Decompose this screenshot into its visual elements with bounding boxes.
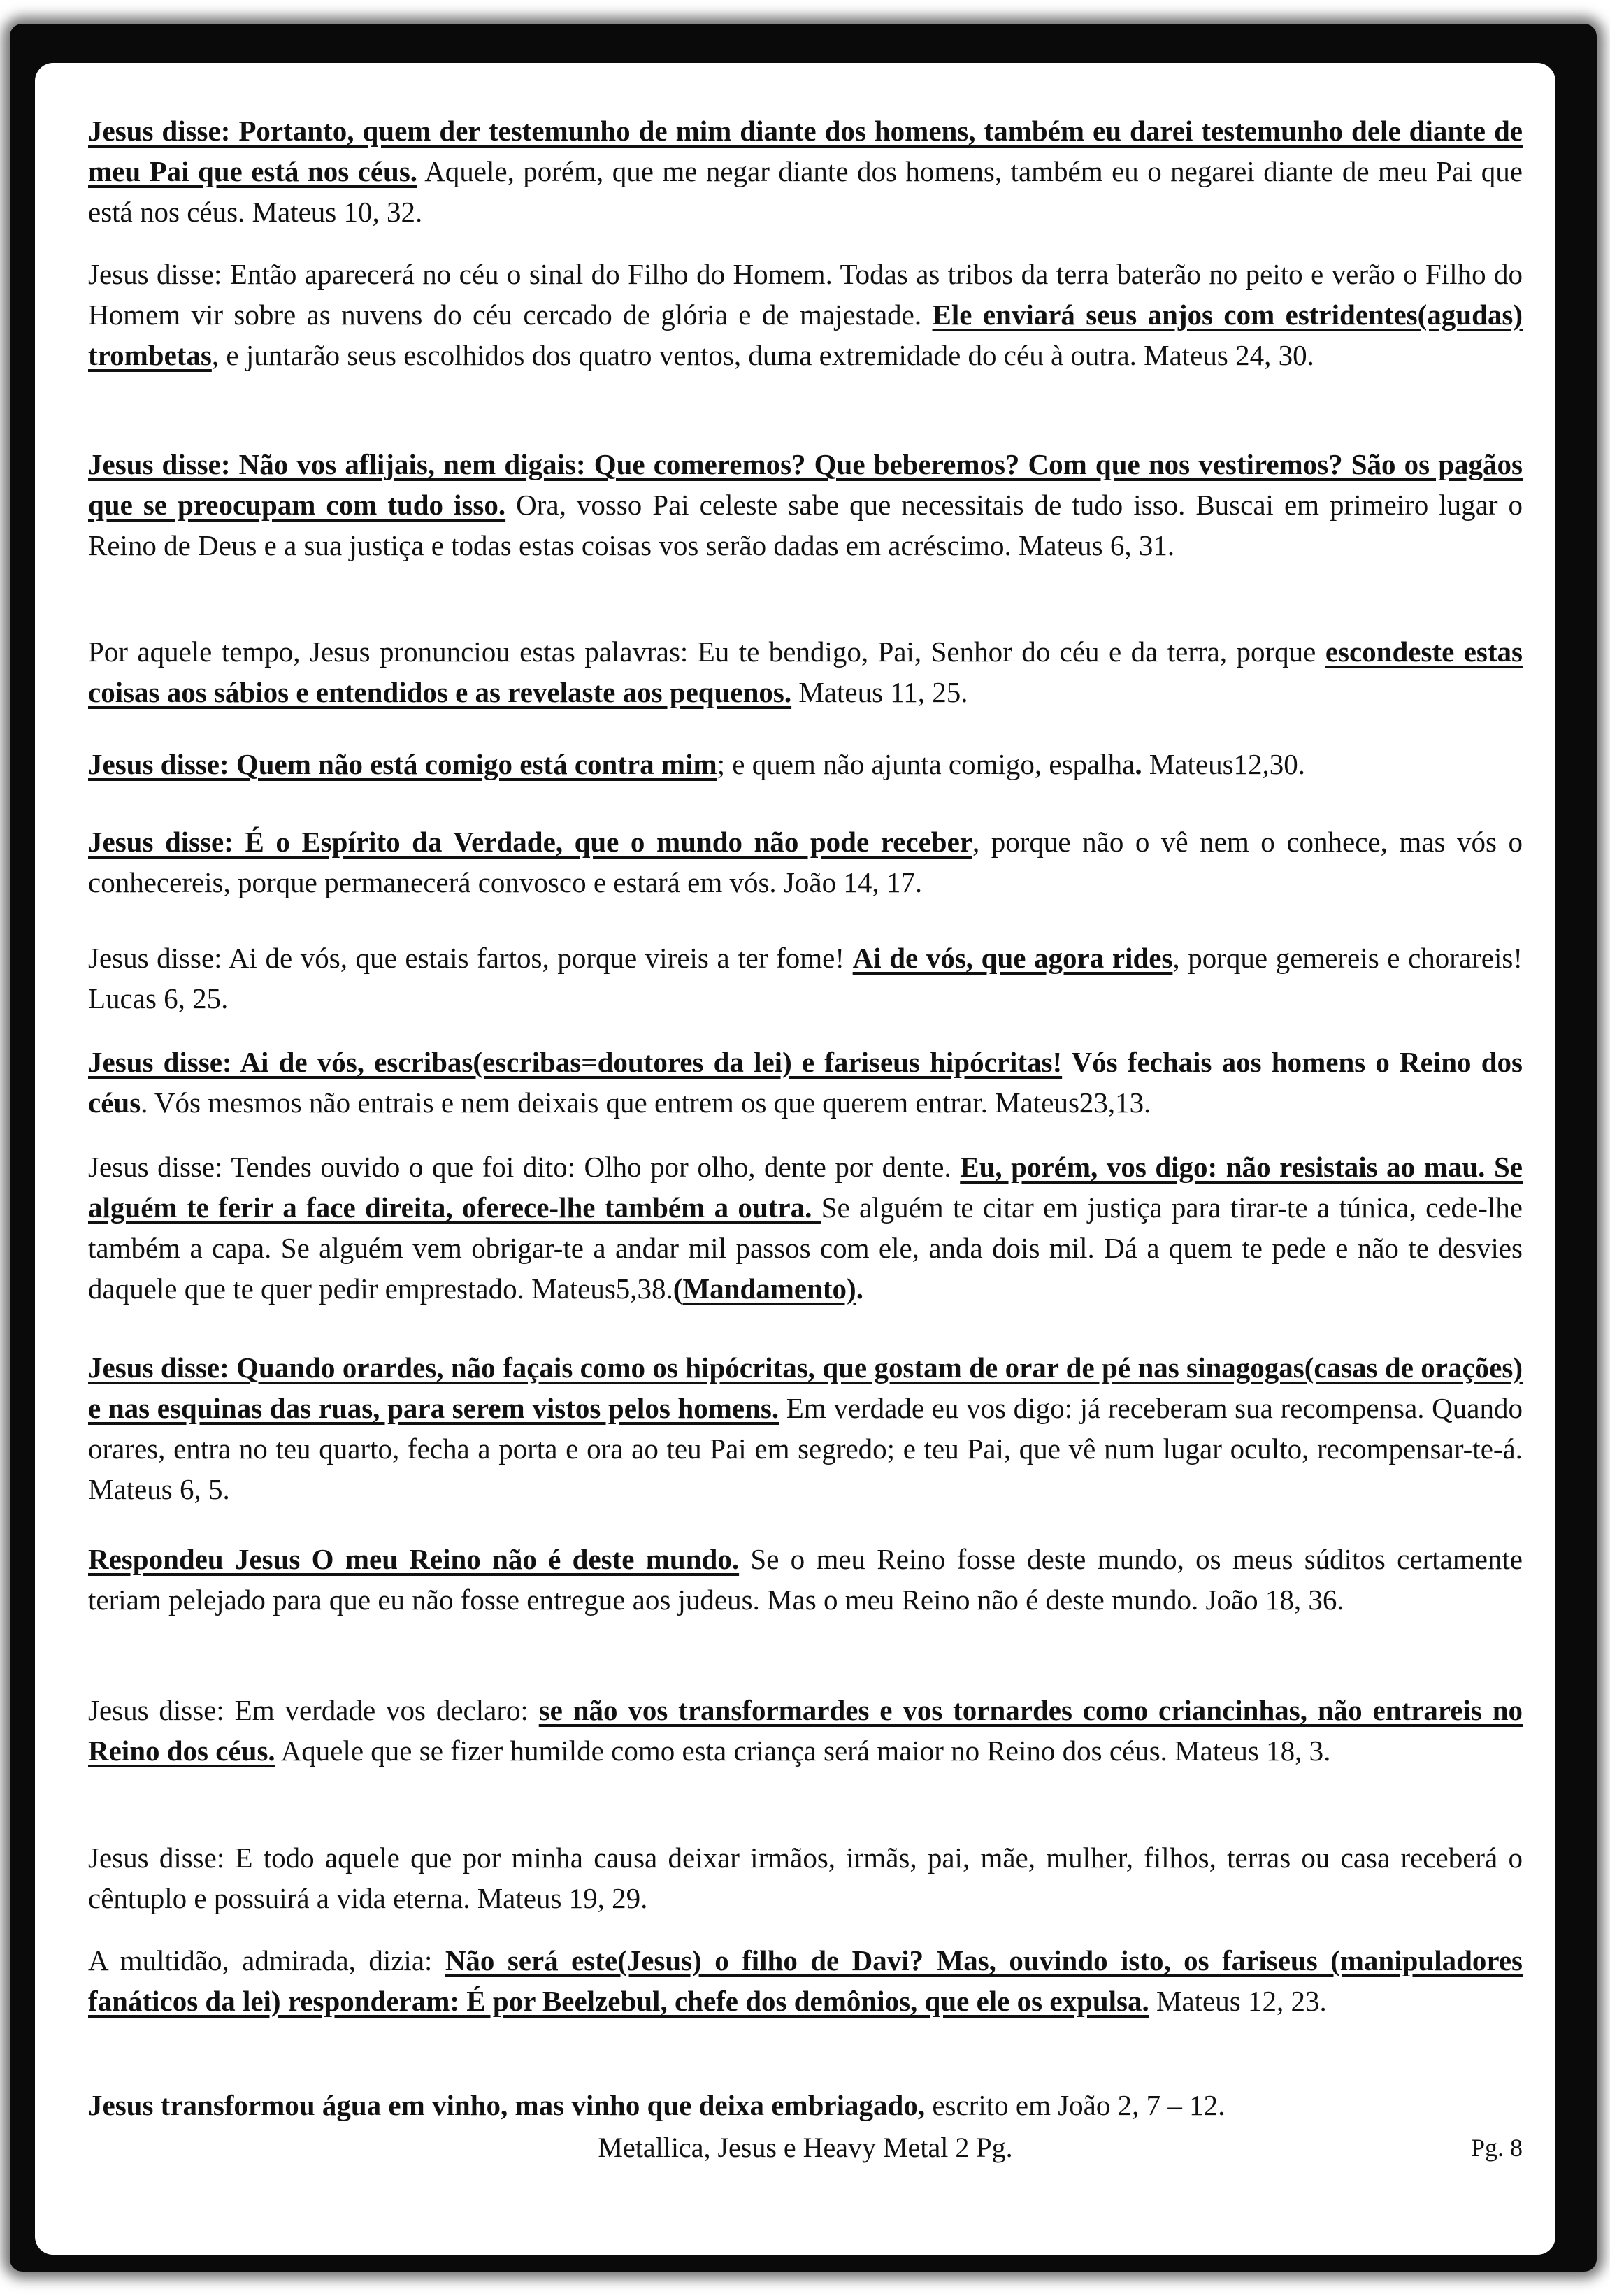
body-text: , porque gemereis e chorareis! Lucas 6, 25. xyxy=(88,942,1523,1014)
emphasized-text: Jesus disse: É o Espírito da Verdade, que o mundo não pode receber xyxy=(88,826,972,858)
body-text: ; e quem não ajunta comigo, espalha xyxy=(717,748,1135,780)
body-text: , e juntarão seus escolhidos dos quatro ventos, duma extremidade do céu à outra. Mateus 24, 30. xyxy=(211,339,1314,371)
verse-paragraph xyxy=(88,1147,1523,1309)
emphasized-text: Eu, porém, vos digo: não resistais ao mau. Se alguém te ferir a face direita, oferece-lhe também a outra. xyxy=(88,1151,1523,1224)
emphasized-text: se não vos transformardes e vos tornardes como criancinhas, não entrareis no Reino dos céus. xyxy=(88,1694,1523,1767)
body-text: Aquele que se fizer humilde como esta criança será maior no Reino dos céus. Mateus 18, 3. xyxy=(275,1735,1331,1767)
verse-paragraph xyxy=(88,1837,1523,1918)
emphasized-text: Jesus disse: Ai de vós, escribas(escribas=doutores da lei) e fariseus hipócritas! xyxy=(88,1046,1063,1078)
body-text: Aquele, porém, que me negar diante dos homens, também eu o negarei diante de meu Pai que está nos céus. Mateus 10, 32. xyxy=(88,155,1523,228)
body-text: Mateus12,30. xyxy=(1142,748,1306,780)
body-text: Mateus 11, 25. xyxy=(791,676,968,708)
body-text: A multidão, admirada, dizia: xyxy=(88,1944,445,1976)
verse-paragraph xyxy=(88,821,1523,903)
emphasized-text: Jesus disse: Não vos aflijais, nem digais: Que comeremos? Que beberemos? Com que nos vestiremos? São os pagãos que se preocupam com tudo isso. xyxy=(88,448,1523,521)
footer-title: Metallica, Jesus e Heavy Metal 2 Pg. xyxy=(598,2132,1013,2163)
emphasized-text: Não será este(Jesus) o filho de Davi? Mas, ouvindo isto, os fariseus (manipuladores fanáticos da lei) responderam: É por Beelzebul, chefe dos demônios, que ele os expulsa. xyxy=(88,1944,1523,2017)
page-number: Pg. 8 xyxy=(1470,2134,1523,2162)
bold-text: Vós fechais aos homens o Reino dos céus xyxy=(88,1046,1523,1119)
verse-paragraph xyxy=(88,1347,1523,1509)
body-text: escrito em João 2, 7 – 12. xyxy=(925,2089,1226,2121)
body-text: Se alguém te citar em justiça para tirar-te a túnica, cede-lhe também a capa. Se alguém vem obrigar-te a andar mil passos com ele, anda dois mil. Dá a quem te pede e não te desvies daquele que te quer pedir emprestado. Mateus5,38. xyxy=(88,1191,1523,1305)
verse-paragraph xyxy=(88,744,1523,784)
bold-text: . xyxy=(856,1272,863,1305)
verse-paragraph xyxy=(88,938,1523,1019)
emphasized-text: Ai de vós, que agora rides xyxy=(852,942,1173,974)
body-text: Jesus disse: Tendes ouvido o que foi dito: Olho por olho, dente por dente. xyxy=(88,1151,961,1183)
emphasized-text: Mandamento) xyxy=(682,1272,856,1305)
body-text: Jesus disse: Então aparecerá no céu o sinal do Filho do Homem. Todas as tribos da terra baterão no peito e verão o Filho do Homem vir sobre as nuvens do céu cercado de glória e de majestade. xyxy=(88,258,1523,331)
emphasized-text: Ele enviará seus anjos com estridentes(agudas) trombetas xyxy=(88,299,1523,371)
emphasized-text: Jesus disse: Portanto, quem der testemunho de mim diante dos homens, também eu darei testemunho dele diante de meu Pai que está nos céus. xyxy=(88,115,1523,187)
verse-paragraph xyxy=(88,1042,1523,1123)
body-text: Por aquele tempo, Jesus pronunciou estas palavras: Eu te bendigo, Pai, Senhor do céu e da terra, porque xyxy=(88,636,1325,668)
emphasized-text: Respondeu Jesus O meu Reino não é deste mundo. xyxy=(88,1543,740,1575)
emphasized-text: Jesus disse: Quem não está comigo está contra mim xyxy=(88,748,717,780)
body-text: Ora, vosso Pai celeste sabe que necessitais de tudo isso. Buscai em primeiro lugar o Reino de Deus e a sua justiça e todas estas coisas vos serão dadas em acréscimo. Mateus 6, 31. xyxy=(88,489,1523,561)
body-text: Se o meu Reino fosse deste mundo, os meus súditos certamente teriam pelejado para que eu não fosse entregue aos judeus. Mas o meu Reino não é deste mundo. João 18, 36. xyxy=(88,1543,1523,1616)
verse-paragraph xyxy=(88,1940,1523,2021)
bold-text: ( xyxy=(673,1272,683,1305)
body-text: , porque não o vê nem o conhece, mas vós o conhecereis, porque permanecerá convosco e estará em vós. João 14, 17. xyxy=(88,826,1523,898)
body-text: Mateus 12, 23. xyxy=(1149,1985,1327,2017)
body-text: Em verdade eu vos digo: já receberam sua recompensa. Quando orares, entra no teu quarto, fecha a porta e ora ao teu Pai em segredo; e teu Pai, que vê num lugar oculto, recompensar-te-á. Mateus 6, 5. xyxy=(88,1392,1523,1505)
body-text: Jesus disse: Ai de vós, que estais fartos, porque vireis a ter fome! xyxy=(88,942,853,974)
verse-paragraph xyxy=(88,444,1523,566)
verse-paragraph xyxy=(88,254,1523,375)
body-text: Jesus disse: E todo aquele que por minha causa deixar irmãos, irmãs, pai, mãe, mulher, filhos, terras ou casa receberá o cêntuplo e possuirá a vida eterna. Mateus 19, 29. xyxy=(88,1842,1523,1914)
emphasized-text: Jesus disse: Quando orardes, não façais como os hipócritas, que gostam de orar de pé nas sinagogas(casas de orações) e nas esquinas das ruas, para serem vistos pelos homens. xyxy=(88,1351,1523,1424)
emphasized-text: escondeste estas coisas aos sábios e entendidos e as revelaste aos pequenos. xyxy=(88,636,1523,708)
verse-paragraph xyxy=(88,110,1523,232)
verse-paragraph xyxy=(88,2085,1523,2125)
bold-text: . xyxy=(1135,748,1142,780)
body-text: Jesus disse: Em verdade vos declaro: xyxy=(88,1694,539,1726)
body-text: . Vós mesmos não entrais e nem deixais que entrem os que querem entrar. Mateus23,13. xyxy=(141,1086,1151,1119)
bold-text: Jesus transformou água em vinho, mas vinho que deixa embriagado, xyxy=(88,2089,926,2121)
verse-paragraph xyxy=(88,1690,1523,1771)
verse-paragraph xyxy=(88,631,1523,712)
verse-paragraph xyxy=(88,1539,1523,1620)
